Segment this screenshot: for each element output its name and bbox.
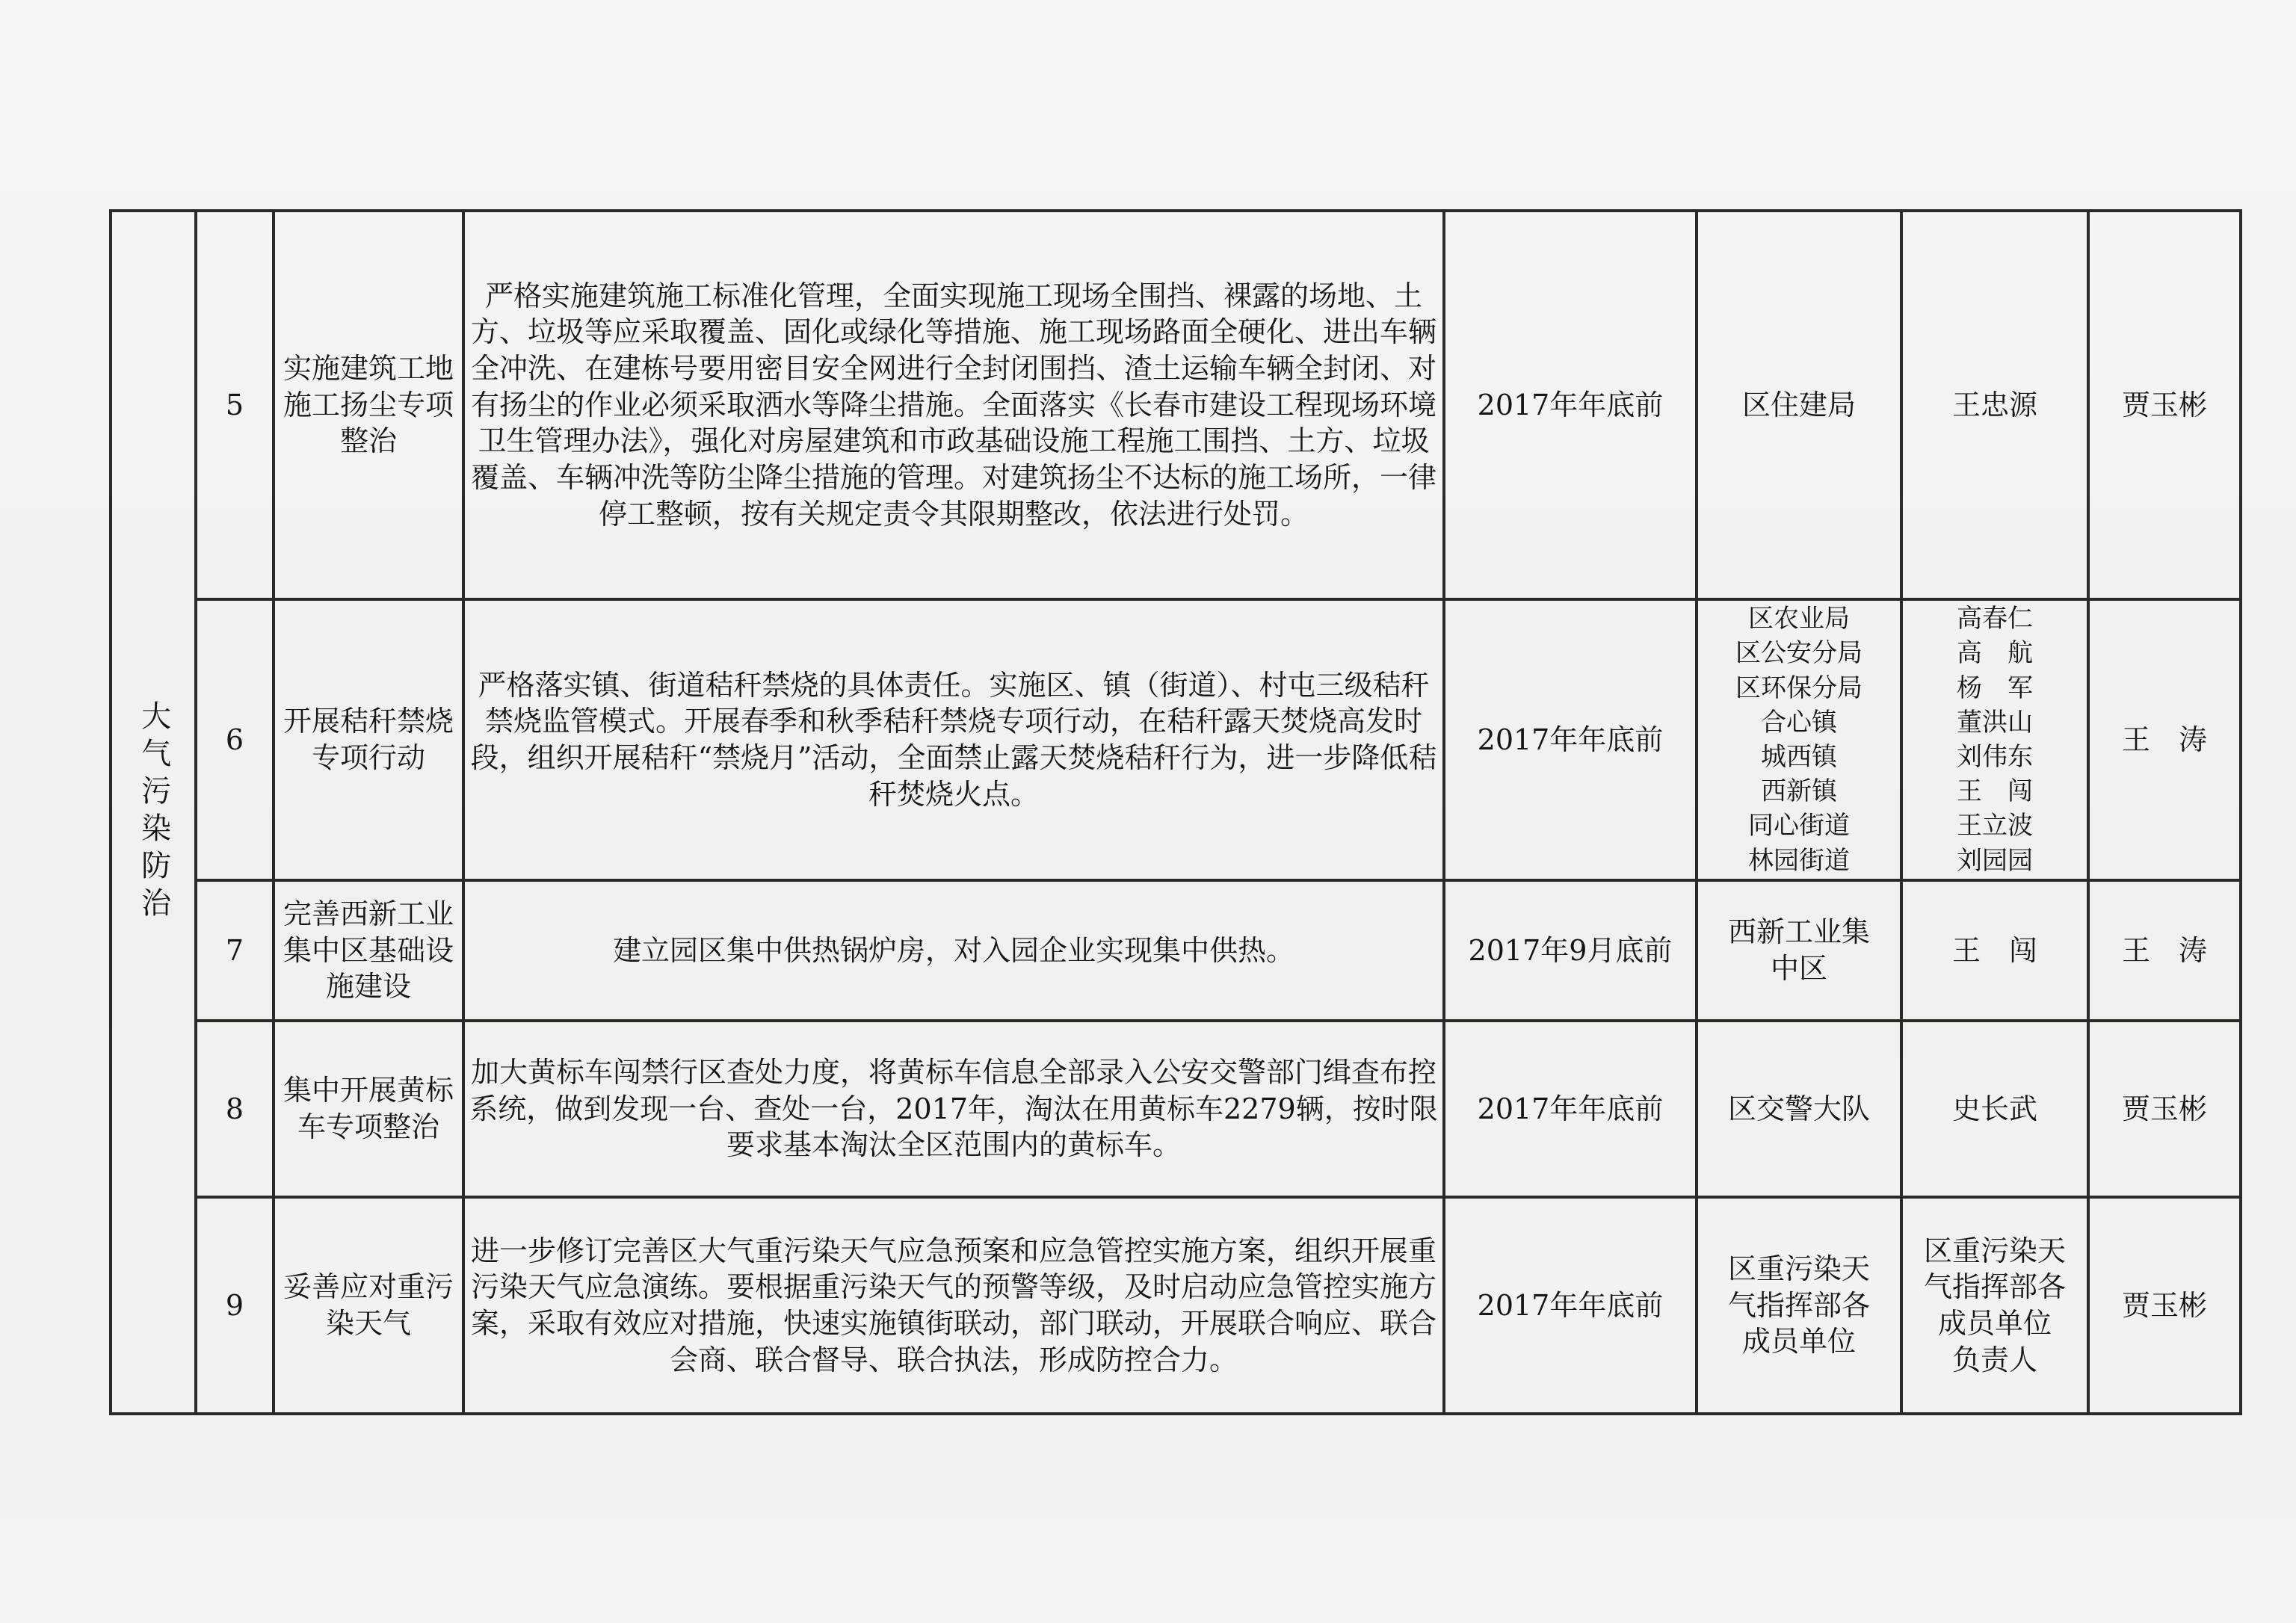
department-item: 合心镇	[1761, 707, 1837, 738]
deadline: 2017年9月底前	[1444, 880, 1697, 1021]
deadline: 2017年年底前	[1444, 1021, 1697, 1197]
department-line: 成员单位	[1741, 1325, 1856, 1358]
responsible-person: 王忠源	[1901, 211, 2088, 599]
person-item: 刘伟东	[1957, 742, 2033, 772]
row-number: 6	[196, 599, 274, 880]
task-content: 加大黄标车闯禁行区查处力度，将黄标车信息全部录入公安交警部门缉查布控系统，做到发现一台、查处一台，2017年，淘汰在用黄标车2279辆，按时限要求基本淘汰全区范围内的黄标车。	[463, 1021, 1444, 1197]
task-content: 进一步修订完善区大气重污染天气应急预案和应急管控实施方案，组织开展重污染天气应急演练。要根据重污染天气的预警等级，及时启动应急管控实施方案，采取有效应对措施，快速实施镇街联动，部门联动，开展联合响应、联合会商、联合督导、联合执法，形成防控合力。	[463, 1197, 1444, 1414]
table-row	[111, 1197, 2241, 1414]
deadline: 2017年年底前	[1444, 599, 1697, 880]
responsible-department: 区住建局	[1697, 211, 1901, 599]
table-row	[111, 1021, 2241, 1197]
task-name: 集中开展黄标车专项整治	[274, 1021, 463, 1197]
department-item: 区环保分局	[1735, 673, 1863, 703]
work-task-table	[109, 209, 2242, 1415]
row-number: 8	[196, 1021, 274, 1197]
department-item: 区农业局	[1748, 604, 1850, 634]
category-label: 大气污染防治	[136, 700, 171, 924]
responsible-person	[1901, 1197, 2088, 1414]
department-item: 城西镇	[1761, 742, 1837, 772]
person-item: 刘园园	[1957, 845, 2033, 876]
task-name: 完善西新工业集中区基础设施建设	[274, 880, 463, 1021]
person-item: 高 航	[1957, 638, 2033, 669]
person-line: 区重污染天	[1923, 1234, 2066, 1267]
deadline: 2017年年底前	[1444, 1197, 1697, 1414]
department-item: 林园街道	[1748, 845, 1850, 876]
supervising-leader: 王 涛	[2088, 880, 2241, 1021]
task-content: 建立园区集中供热锅炉房，对入园企业实现集中供热。	[463, 880, 1444, 1021]
department-line: 中区	[1770, 952, 1827, 985]
row-number: 9	[196, 1197, 274, 1414]
task-name: 实施建筑工地施工扬尘专项整治	[274, 211, 463, 599]
supervising-leader: 王 涛	[2088, 599, 2241, 880]
supervising-leader: 贾玉彬	[2088, 211, 2241, 599]
category-cell	[111, 211, 196, 1414]
table-row	[111, 599, 2241, 880]
department-item: 西新镇	[1761, 776, 1837, 807]
supervising-leader: 贾玉彬	[2088, 1197, 2241, 1414]
department-line: 区重污染天	[1727, 1252, 1870, 1286]
person-line: 负责人	[1951, 1343, 2037, 1376]
department-item: 同心街道	[1748, 811, 1850, 841]
person-item: 高春仁	[1957, 604, 2033, 634]
task-name: 开展秸秆禁烧专项行动	[274, 599, 463, 880]
person-item: 王立波	[1957, 811, 2033, 841]
deadline: 2017年年底前	[1444, 211, 1697, 599]
responsible-person: 史长武	[1901, 1021, 2088, 1197]
task-content: 严格落实镇、街道秸秆禁烧的具体责任。实施区、镇（街道）、村屯三级秸秆禁烧监管模式。开展春季和秋季秸秆禁烧专项行动，在秸秆露天焚烧高发时段，组织开展秸秆“禁烧月”活动，全面禁止露天焚烧秸秆行为，进一步降低秸秆焚烧火点。	[463, 599, 1444, 880]
table-row	[111, 880, 2241, 1021]
responsible-person-list	[1901, 599, 2088, 880]
table-row	[111, 211, 2241, 599]
row-number: 5	[196, 211, 274, 599]
responsible-department	[1697, 1197, 1901, 1414]
person-item: 杨 军	[1957, 673, 2033, 703]
person-line: 气指挥部各	[1923, 1270, 2066, 1304]
task-name: 妥善应对重污染天气	[274, 1197, 463, 1414]
responsible-department: 区交警大队	[1697, 1021, 1901, 1197]
department-line: 西新工业集	[1727, 915, 1870, 949]
row-number: 7	[196, 880, 274, 1021]
department-line: 气指挥部各	[1727, 1288, 1870, 1322]
responsible-person: 王 闯	[1901, 880, 2088, 1021]
person-item: 王 闯	[1957, 776, 2033, 807]
person-line: 成员单位	[1937, 1307, 2052, 1340]
supervising-leader: 贾玉彬	[2088, 1021, 2241, 1197]
responsible-department	[1697, 880, 1901, 1021]
task-content: 严格实施建筑施工标准化管理，全面实现施工现场全围挡、裸露的场地、土方、垃圾等应采取覆盖、固化或绿化等措施、施工现场路面全硬化、进出车辆全冲洗、在建栋号要用密目安全网进行全封闭围挡、渣土运输车辆全封闭、对有扬尘的作业必须采取洒水等降尘措施。全面落实《长春市建设工程现场环境卫生管理办法》，强化对房屋建筑和市政基础设施工程施工围挡、土方、垃圾覆盖、车辆冲洗等防尘降尘措施的管理。对建筑扬尘不达标的施工场所，一律停工整顿，按有关规定责令其限期整改，依法进行处罚。	[463, 211, 1444, 599]
person-item: 董洪山	[1957, 707, 2033, 738]
responsible-department-list	[1697, 599, 1901, 880]
department-item: 区公安分局	[1735, 638, 1863, 669]
